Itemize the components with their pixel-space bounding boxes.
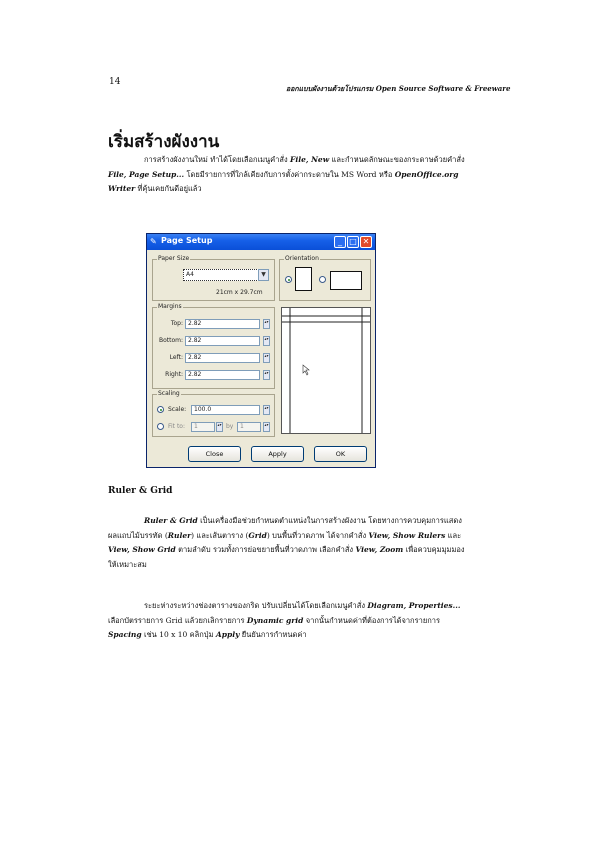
text-run: ) และเส้นตาราง (	[191, 530, 249, 540]
left-margin-input[interactable]: 2.82	[185, 353, 260, 363]
fit-to-label: Fit to:	[168, 423, 185, 430]
menu-command: Diagram, Properties...	[367, 601, 461, 610]
subsection-heading: Ruler & Grid	[108, 486, 173, 496]
by-label: by	[226, 423, 234, 430]
close-button[interactable]: Close	[188, 446, 241, 462]
text-run: เลือกบัตรรายการ Grid แล้วยกเลิกรายการ	[108, 615, 247, 625]
landscape-radio[interactable]	[319, 276, 326, 283]
close-window-button[interactable]: ✕	[360, 236, 372, 248]
portrait-radio[interactable]	[285, 276, 292, 283]
scale-input[interactable]: 100.0	[191, 405, 260, 415]
grid-spacing-paragraph	[108, 599, 468, 643]
dialog-title: Page Setup	[161, 236, 213, 245]
scale-radio[interactable]	[157, 406, 164, 413]
right-margin-label: Right:	[165, 371, 183, 378]
text-run: เช่น 10 x 10 คลิกปุ่ม	[141, 630, 216, 639]
fit-height-input[interactable]: 1	[237, 422, 261, 432]
scale-spinner[interactable]: ▴▾	[263, 405, 270, 415]
bottom-margin-spinner[interactable]: ▴▾	[263, 336, 270, 346]
ok-button[interactable]: OK	[314, 446, 367, 462]
app-icon: ✎	[150, 237, 157, 246]
bottom-margin-input[interactable]: 2.82	[185, 336, 260, 346]
page-number: 14	[109, 77, 121, 87]
scale-label: Scale:	[168, 406, 187, 413]
fit-to-radio[interactable]	[157, 423, 164, 430]
text-run: โดยมีรายการที่ใกล้เคียงกับการตั้งค่ากระดาษใน MS Word หรือ	[184, 169, 395, 179]
text-run: และกำหนดลักษณะของกระดาษด้วยคำสั่ง	[329, 155, 465, 164]
right-margin-spinner[interactable]: ▴▾	[263, 370, 270, 380]
text-run: ที่คุ้นเคยกันดีอยู่แล้ว	[135, 184, 202, 193]
fit-width-spinner[interactable]: ▴▾	[216, 422, 223, 432]
text-run: ตามลำดับ รวมทั้งการย่อขยายพื้นที่วาดภาพ เลือกคำสั่ง	[175, 545, 356, 554]
landscape-page-icon	[330, 271, 362, 290]
bottom-margin-label: Bottom:	[158, 337, 183, 344]
text-run: ) บนพื้นที่วาดภาพ ได้จากคำสั่ง	[266, 530, 369, 540]
menu-command: View, Show Grid	[108, 545, 176, 554]
portrait-page-icon	[295, 267, 312, 291]
section-title: เริ่มสร้างผังงาน	[108, 132, 220, 152]
scaling-label: Scaling	[158, 390, 180, 397]
apply-button[interactable]: Apply	[251, 446, 304, 462]
term: Spacing	[108, 630, 142, 639]
top-margin-spinner[interactable]: ▴▾	[263, 319, 270, 329]
term: Grid	[248, 530, 267, 540]
dialog-titlebar[interactable]	[147, 234, 375, 250]
intro-paragraph	[108, 153, 466, 197]
fit-height-spinner[interactable]: ▴▾	[263, 422, 270, 432]
text-run: และ	[445, 530, 462, 540]
product-name: OpenOffice.org Writer	[108, 169, 459, 193]
chevron-down-icon[interactable]: ▼	[258, 269, 269, 281]
paper-size-select[interactable]: A4	[183, 269, 265, 281]
ruler-grid-paragraph	[108, 514, 468, 572]
text-run: เพื่อควบคุมมุมมองให้เหมาะสม	[108, 545, 465, 569]
text-run: ยืนยันการกำหนดค่า	[239, 630, 307, 639]
menu-command: File, Page Setup...	[108, 169, 185, 179]
margins-label: Margins	[158, 303, 182, 310]
text-run: การสร้างผังงานใหม่ ทำได้โดยเลือกเมนูคำสั่ง	[144, 155, 291, 164]
page-setup-dialog	[146, 233, 376, 468]
menu-command: View, Show Rulers	[368, 530, 446, 540]
feature-name: Ruler & Grid	[144, 516, 198, 525]
page-preview	[281, 307, 371, 434]
orientation-label: Orientation	[285, 255, 319, 262]
fit-width-input[interactable]: 1	[191, 422, 215, 432]
button-name: Apply	[215, 630, 240, 639]
paper-dimensions: 21cm x 29.7cm	[216, 289, 263, 296]
maximize-button[interactable]: □	[347, 236, 359, 248]
margin-guides	[282, 308, 370, 433]
term: Ruler	[167, 530, 192, 540]
left-margin-spinner[interactable]: ▴▾	[263, 353, 270, 363]
right-margin-input[interactable]: 2.82	[185, 370, 260, 380]
top-margin-label: Top:	[170, 320, 183, 327]
top-margin-input[interactable]: 2.82	[185, 319, 260, 329]
text-run: เป็นเครื่องมือช่วยกำหนดตำแหน่งในการสร้างผังงาน โดยทางการควบคุมการแสดงผลแถบไม้บรรทัด (	[108, 516, 462, 540]
running-header: ออกแบบผังงานด้วยโปรแกรม Open Source Software & Freeware	[286, 84, 511, 93]
term: Dynamic grid	[246, 615, 304, 625]
text-run: จากนั้นกำหนดค่าที่ต้องการได้จากรายการ	[303, 615, 441, 625]
paper-size-label: Paper Size	[158, 255, 190, 262]
left-margin-label: Left:	[169, 354, 183, 361]
text-run: ระยะห่างระหว่างช่องตารางของกริด ปรับเปลี่ยนได้โดยเลือกเมนูคำสั่ง	[144, 601, 368, 610]
menu-command: File, New	[290, 155, 330, 164]
menu-command: View, Zoom	[355, 545, 404, 554]
minimize-button[interactable]: _	[334, 236, 346, 248]
mouse-cursor-icon	[303, 365, 309, 375]
